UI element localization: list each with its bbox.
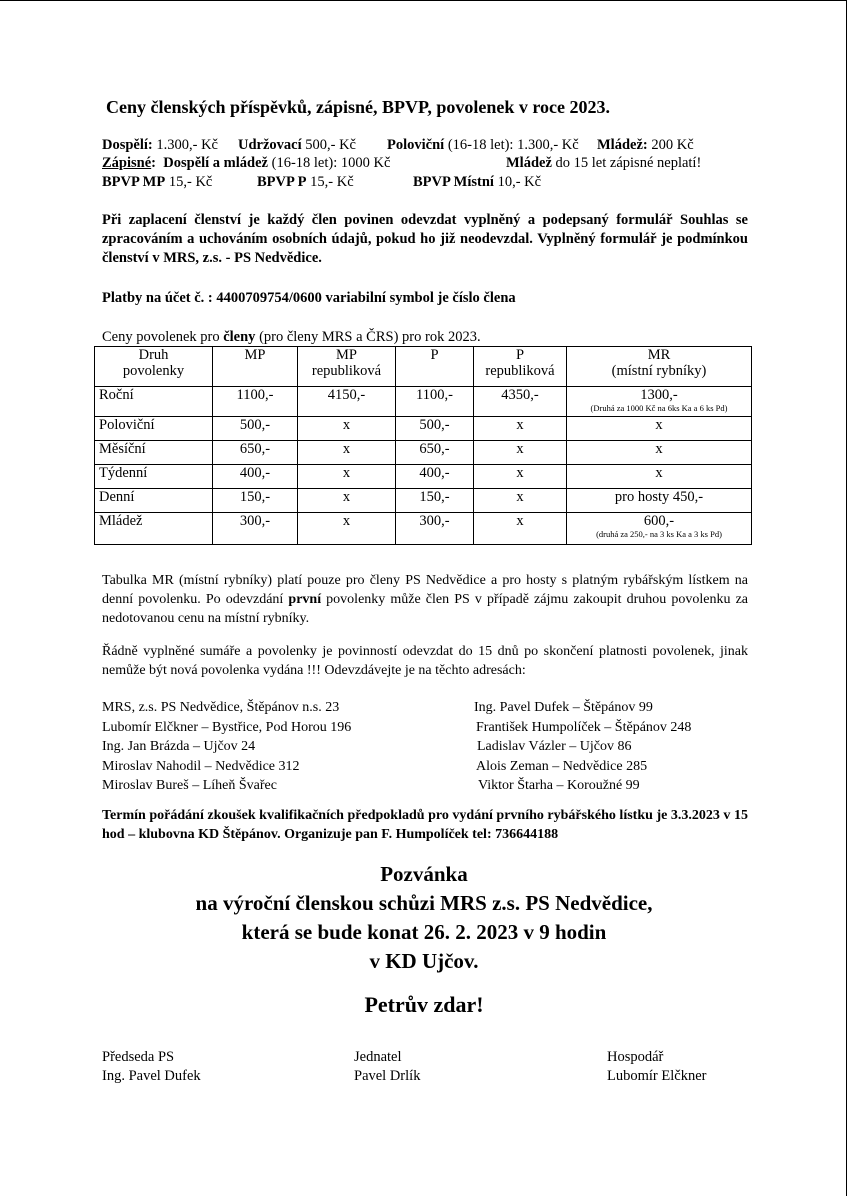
address-item: Ing. Jan Brázda – Ujčov 24 [102, 739, 256, 754]
cell-mp: 1100,- [213, 387, 298, 417]
cell-mp-rep: x [298, 513, 396, 545]
cell-mp-rep: x [298, 465, 396, 489]
cell-mp: 500,- [213, 417, 298, 441]
cell-p-rep: 4350,- [474, 387, 567, 417]
table-header-row [95, 347, 752, 387]
table-caption-bold: členy [223, 329, 256, 345]
cell-p-rep: x [474, 417, 567, 441]
row-name: Měsíční [95, 441, 213, 465]
signature-treasurer [607, 1048, 706, 1086]
enrollment-adults: Dospělí a mládež [163, 155, 268, 171]
signature-secretary [354, 1048, 420, 1086]
row-name: Poloviční [95, 417, 213, 441]
cell-p-rep: x [474, 441, 567, 465]
signature-name: Lubomír Elčkner [607, 1068, 707, 1084]
invitation-line: která se bude konat 26. 2. 2023 v 9 hodin [241, 920, 607, 944]
cell-mp: 300,- [213, 513, 298, 545]
cell-p: 300,- [396, 513, 474, 545]
invitation-line: na výroční členskou schůzi MRS z.s. PS Nedvědice, [195, 891, 653, 915]
cell-p: 150,- [396, 489, 474, 513]
signature-role: Hospodář [607, 1049, 664, 1065]
bpvp-mp-value: 15,- Kč [165, 174, 213, 190]
fee-maintenance-label: Udržovací [238, 137, 302, 153]
cell-p: 1100,- [396, 387, 474, 417]
header-p-rep: P republiková [474, 347, 567, 387]
table-row [95, 387, 752, 417]
address-item: Lubomír Elčkner – Bystřice, Pod Horou 196 [102, 719, 352, 735]
cell-mr: x [567, 417, 752, 441]
row-name: Týdenní [95, 465, 213, 489]
fee-youth-value: 200 Kč [647, 137, 694, 153]
header-type: Druh povolenky [95, 347, 213, 387]
cell-p: 500,- [396, 417, 474, 441]
row-name: Denní [95, 489, 213, 513]
address-item: František Humpolíček – Štěpánov 248 [476, 719, 692, 735]
enrollment-line: Zápisné: Dospělí a mládež (16-18 let): 1000 Kč [102, 155, 391, 171]
signature-role: Předseda PS [102, 1049, 175, 1065]
signature-name: Pavel Drlík [354, 1068, 421, 1084]
table-row [95, 465, 752, 489]
mr-note-bold: první [288, 592, 322, 607]
cell-mr-value: 1300,- [640, 387, 678, 403]
bpvp-mp-label: BPVP MP [102, 174, 166, 190]
invitation-heading: Pozvánka [380, 862, 468, 886]
cell-mp-rep: 4150,- [298, 387, 396, 417]
header-mp: MP [213, 347, 298, 387]
mr-note-pre: Tabulka MR (místní rybníky) platí pouze pro členy PS Nedvědice a pro hosty s platným rybářským lístkem na denní povolenku. Po odevzdání [102, 573, 748, 607]
address-item: MRS, z.s. PS Nedvědice, Štěpánov n.s. 23 [102, 700, 340, 715]
fee-adults-label: Dospělí: [102, 137, 153, 153]
bpvp-p-label: BPVP P [257, 174, 307, 190]
fee-youth-label: Mládež: [597, 137, 648, 153]
table-caption [102, 329, 481, 346]
table-row [95, 441, 752, 465]
fee-maintenance [238, 137, 356, 154]
header-mr: MR (místní rybníky) [567, 347, 752, 387]
cell-mr: pro hosty 450,- [567, 489, 752, 513]
cell-mr-value: 600,- [643, 513, 675, 529]
cell-p-rep: x [474, 513, 567, 545]
cell-mp: 650,- [213, 441, 298, 465]
exam-notice: Termín pořádání zkoušek kvalifikačních předpokladů pro vydání prvního rybářského lístku je 3.3.2023 v 15 hod – klubovna KD Štěpánov. Organizuje pan F. Humpolíček tel: 736644188 [102, 808, 748, 842]
bpvp-p-value: 15,- Kč [306, 174, 354, 190]
cell-p-rep: x [474, 489, 567, 513]
address-item: Ing. Pavel Dufek – Štěpánov 99 [474, 700, 653, 715]
table-row [95, 489, 752, 513]
enrollment-adults-value: (16-18 let): 1000 Kč [267, 155, 391, 171]
cell-mp: 150,- [213, 489, 298, 513]
fee-maintenance-value: 500,- Kč [301, 137, 356, 153]
cell-p: 650,- [396, 441, 474, 465]
signature-chair [102, 1048, 201, 1086]
bpvp-p [257, 174, 354, 191]
address-item: Miroslav Nahodil – Nedvědice 312 [102, 758, 300, 774]
mr-note-post: povolenky může člen PS v případě zájmu zakoupit druhou povolenku za nedotovanou cenu na místní rybníky. [102, 592, 748, 626]
header-mp-rep: MP republiková [298, 347, 396, 387]
enrollment-youth-label: Mládež [506, 155, 552, 171]
mr-table-note [102, 571, 748, 628]
fee-half-label: Poloviční [387, 137, 445, 153]
fee-adults-value: 1.300,- Kč [152, 137, 218, 153]
cell-mr: x [567, 465, 752, 489]
cell-mr-note: (druhá za 250,- na 3 ks Ka a 3 ks Pd) [596, 529, 722, 539]
invitation [0, 860, 848, 976]
signature-name: Ing. Pavel Dufek [102, 1068, 201, 1084]
table-caption-post: (pro členy MRS a ČRS) pro rok 2023. [255, 329, 481, 345]
row-name: Roční [95, 387, 213, 417]
payment-info: Platby na účet č. : 4400709754/0600 variabilní symbol je číslo člena [102, 290, 516, 306]
enrollment-label: Zápisné [102, 155, 152, 171]
bpvp-mp [102, 174, 212, 191]
page-title: Ceny členských příspěvků, zápisné, BPVP, povolenek v roce 2023. [106, 97, 611, 117]
return-notice: Řádně vyplněné sumáře a povolenky je povinností odevzdat do 15 dnů po skončení platnosti povolenek, jinak nemůže být nová povolenka vydána !!! Odevzdávejte je na těchto adresách: [102, 644, 748, 678]
bpvp-local [413, 174, 541, 191]
addresses-right [474, 698, 691, 796]
address-item: Ladislav Vázler – Ujčov 86 [477, 739, 632, 754]
cell-p: 400,- [396, 465, 474, 489]
cell-mp-rep: x [298, 441, 396, 465]
cell-p-rep: x [474, 465, 567, 489]
row-name: Mládež [95, 513, 213, 545]
enrollment-youth-value: do 15 let zápisné neplatí! [551, 155, 702, 171]
fee-youth [597, 137, 694, 154]
cell-mp: 400,- [213, 465, 298, 489]
cell-mp-rep: x [298, 489, 396, 513]
enrollment-youth [506, 155, 701, 172]
cell-mr [567, 387, 752, 417]
invitation-line: v KD Ujčov. [369, 949, 479, 973]
cell-mr-note: (Druhá za 1000 Kč na 6ks Ka a 6 ks Pd) [590, 403, 728, 413]
fee-half-value: (16-18 let): 1.300,- Kč [444, 137, 579, 153]
address-item: Alois Zeman – Nedvědice 285 [476, 758, 648, 774]
address-item: Viktor Štarha – Koroužné 99 [478, 778, 640, 793]
header-p: P [396, 347, 474, 387]
fee-half [387, 137, 579, 154]
addresses-left [102, 698, 351, 796]
cell-mp-rep: x [298, 417, 396, 441]
bpvp-local-label: BPVP Místní [413, 174, 494, 190]
cell-mr [567, 513, 752, 545]
table-row [95, 513, 752, 545]
fees-line-1 [102, 137, 218, 154]
address-item: Miroslav Bureš – Líheň Švařec [102, 778, 277, 793]
permit-price-table [94, 346, 752, 545]
greeting: Petrův zdar! [364, 992, 484, 1017]
cell-mr: x [567, 441, 752, 465]
table-row [95, 417, 752, 441]
signature-role: Jednatel [354, 1049, 402, 1065]
table-caption-pre: Ceny povolenek pro [102, 329, 224, 345]
bpvp-local-value: 10,- Kč [493, 174, 542, 190]
membership-notice: Při zaplacení členství je každý člen povinen odevzdat vyplněný a podepsaný formulář Souhlas se zpracováním a uchováním osobních údajů, pokud ho již neodevzdal. Vyplněný formulář je podmínkou členství v MRS, z.s. - PS Nedvědice. [102, 212, 748, 266]
